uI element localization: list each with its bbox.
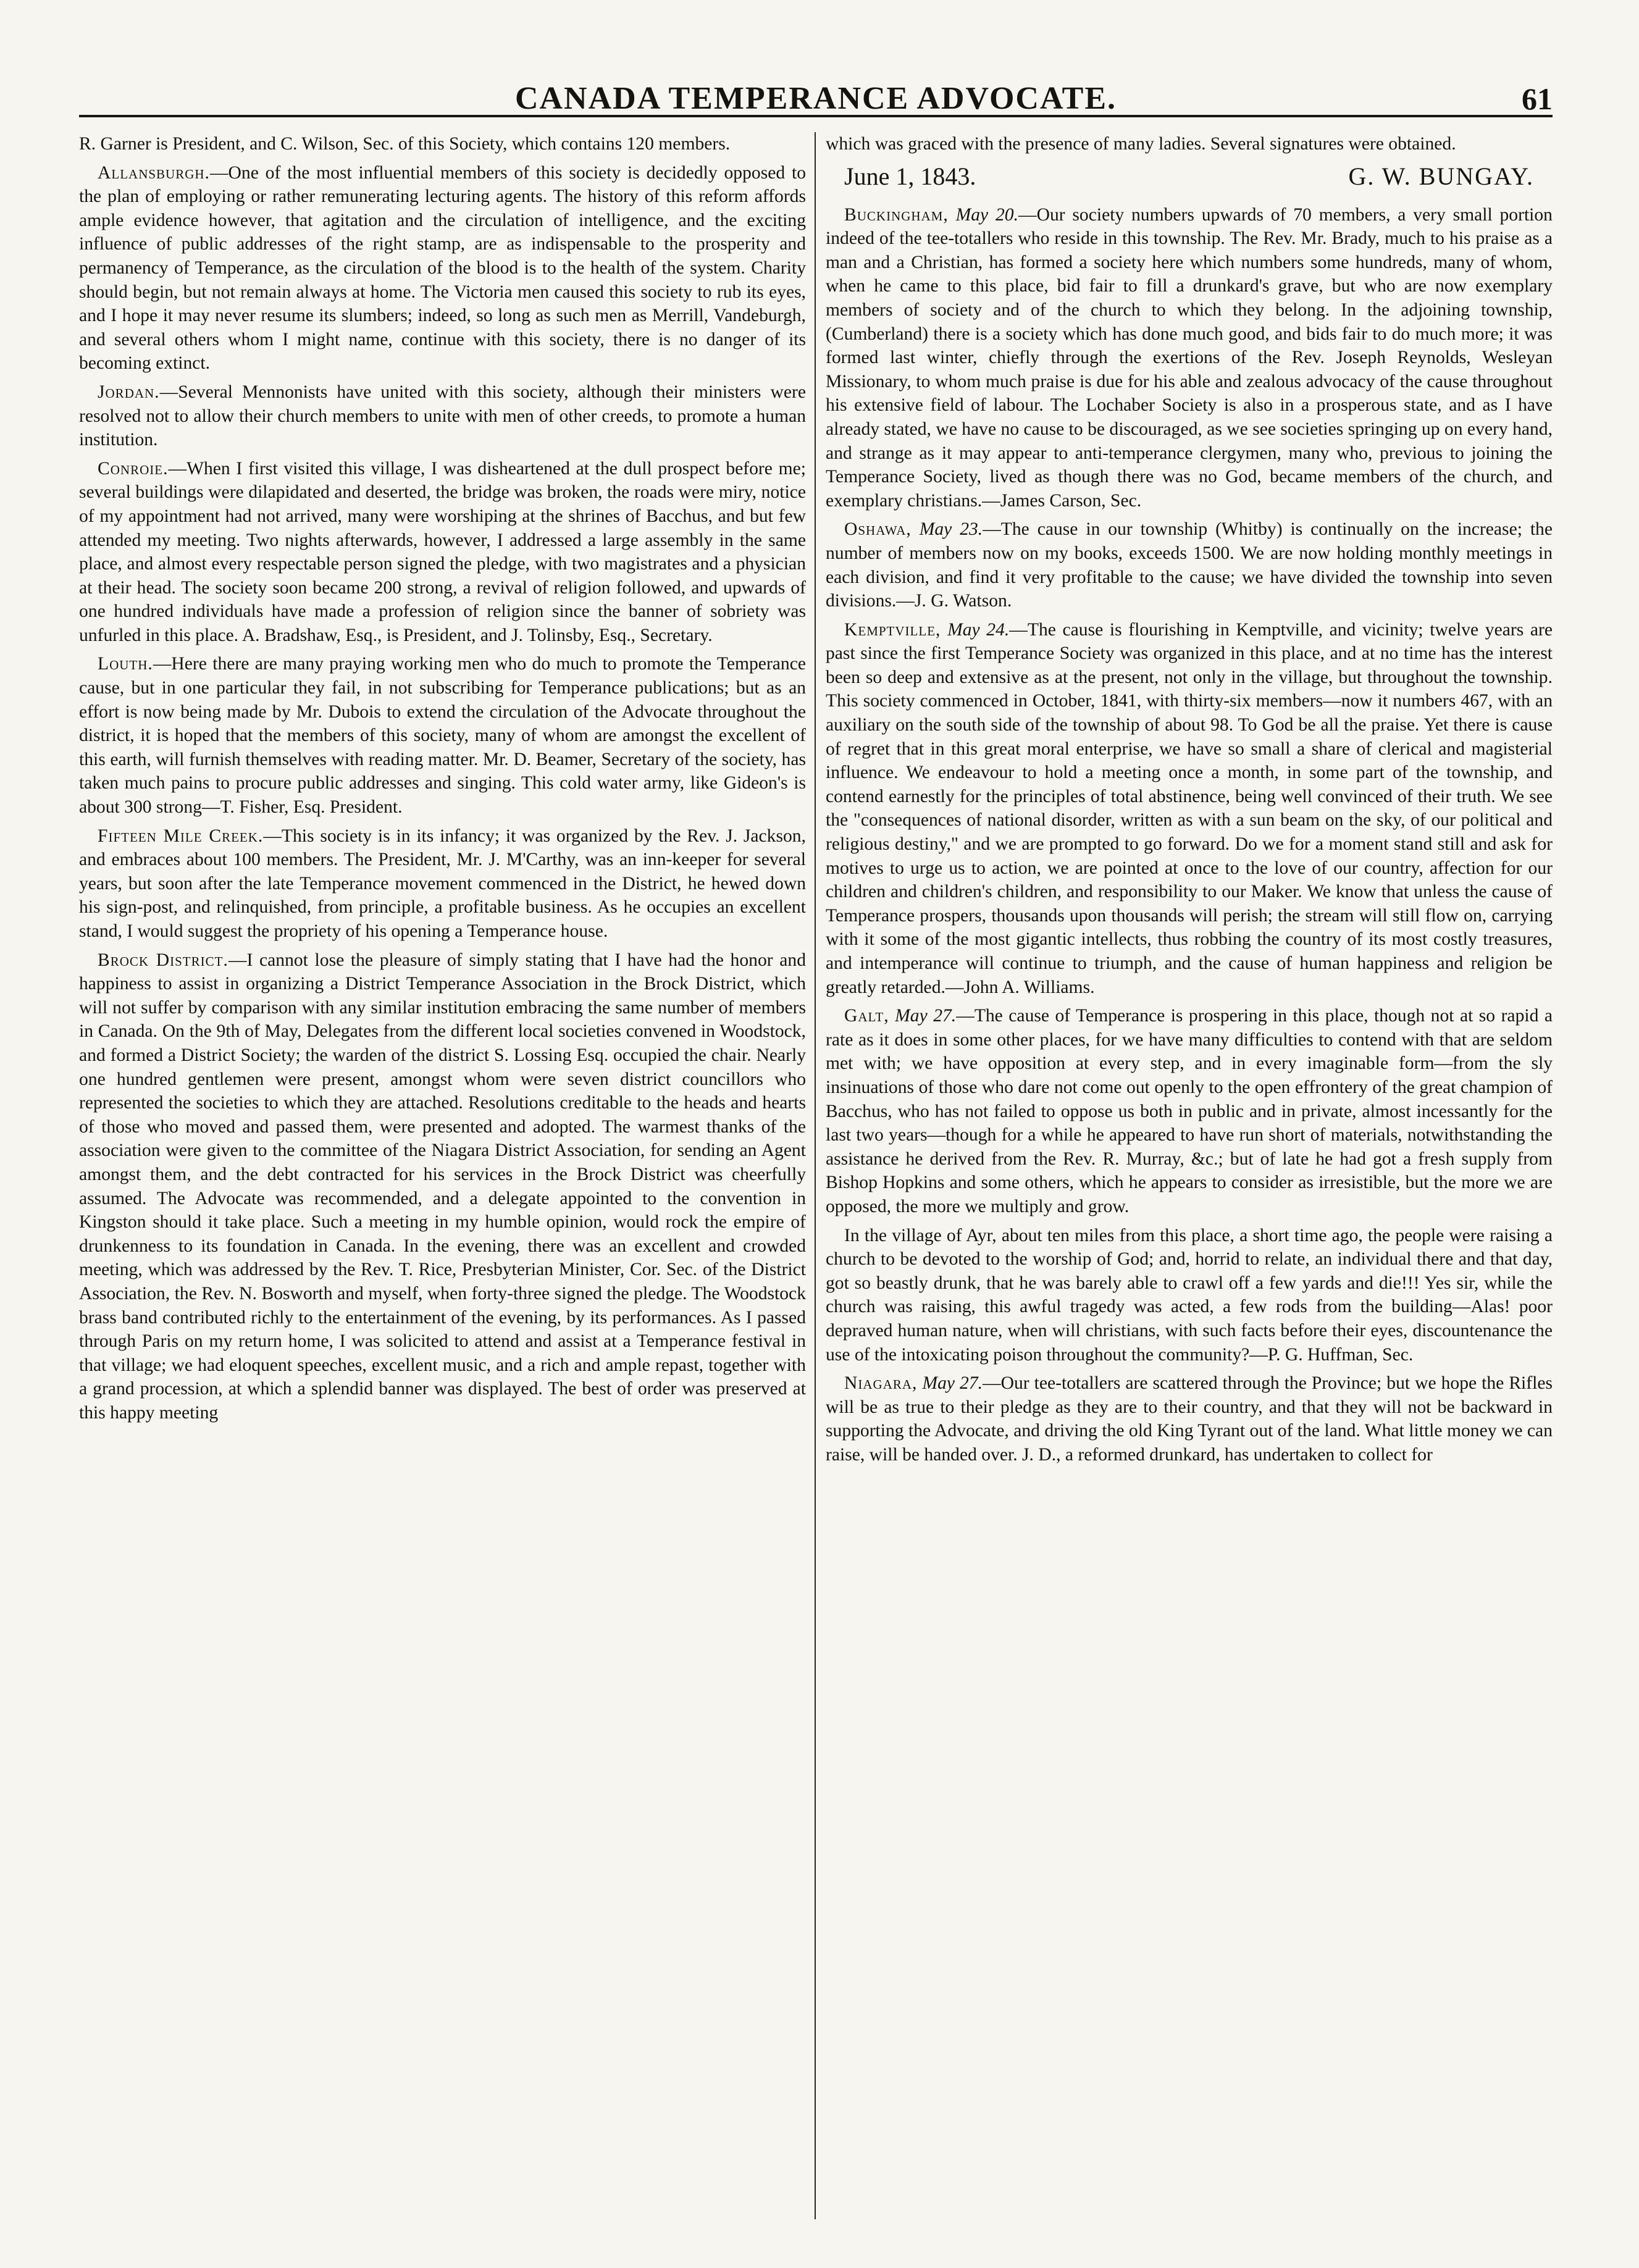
masthead [79, 80, 1553, 117]
article-paragraph: Conroie.—When I first visited this village, I was disheartened at the dull prospect before me; several buildings were dilapidated and deserted, the bridge was broken, the roads were miry, notice of my appointment had not arrived, many were worshiping at the shrines of Bacchus, and but few attended my meeting. Two nights afterwards, however, I addressed a large assembly in the same place, and almost every respectable person signed the pledge, with two magistrates and a physician at their head. The society soon became 200 strong, a revival of religion followed, and upwards of one hundred individuals have made a profession of religion since the banner of sobriety was unfurled in this place. A. Bradshaw, Esq., is President, and J. Tolinsby, Esq., Secretary. [79, 458, 806, 645]
place-heading: Conroie. [98, 458, 169, 479]
left-column [79, 132, 806, 2219]
report-date: May 24. [947, 619, 1010, 640]
article-paragraph: Niagara, May 27.—Our tee-totallers are scattered through the Province; but we hope the Rifles will be as true to their pledge as they are to their country, and that they will not be backward in supporting the Advocate, and driving the old King Tyrant out of the land. What little money we can raise, will be handed over. J. D., a reformed drunkard, has undertaken to collect for [826, 1373, 1553, 1465]
place-heading: Allansburgh. [98, 162, 210, 183]
letter-signature [826, 161, 1553, 192]
article-paragraph: Fifteen Mile Creek.—This society is in its infancy; it was organized by the Rev. J. Jackson, and embraces about 100 members. The President, Mr. J. M'Carthy, was an inn-keeper for several years, but soon after the late Temperance movement commenced in the District, he hewed down his sign-post, and relinquished, from principle, a profitable business. As he occupies an excellent stand, I would suggest the propriety of his opening a Temperance house. [79, 826, 806, 941]
place-heading: Jordan. [98, 382, 160, 402]
article-paragraph: Jordan.—Several Mennonists have united with this society, although their ministers were resolved not to allow their church members to unite with men of other creeds, to promote a human institution. [79, 382, 806, 450]
right-column [826, 132, 1553, 2219]
article-paragraph: Galt, May 27.—The cause of Temperance is prospering in this place, though not at so rapid a rate as it does in some other places, for we have many difficulties to contend with that are seldom met with; we have opposition at every step, and in every imaginable form—from the sly insinuations of those who dare not come out openly to the open effrontery of the great champion of Bacchus, who has not failed to oppose us both in public and in private, almost incessantly for the last two years—though for a while he appeared to have run short of materials, notwithstanding the assistance he derived from the Rev. R. Murray, &c.; but of late he had got a fresh supply from Bishop Hopkins and some others, which he appears to consider as irresistible, but the more we are opposed, the more we multiply and grow. [826, 1006, 1553, 1216]
continued-paragraph: which was graced with the presence of many ladies. Several signatures were obtained. [826, 134, 1456, 154]
place-heading: Buckingham, [844, 204, 949, 225]
article-paragraph: Oshawa, May 23.—The cause in our township (Whitby) is continually on the increase; the number of members now on my books, exceeds 1500. We are now holding monthly meetings in each division, and find it very profitable to the cause; we have divided the township into seven divisions.—J. G. Watson. [826, 519, 1553, 611]
article-columns [79, 132, 1553, 2219]
signature-date: June 1, 1843. [844, 162, 976, 190]
article-paragraph: Brock District.—I cannot lose the pleasure of simply stating that I have had the honor and happiness to assist in organizing a District Temperance Association in the Brock District, which will not suffer by comparison with any similar institution embracing the same number of members in Canada. On the 9th of May, Delegates from the different local societies convened in Woodstock, and formed a District Society; the warden of the district S. Lossing Esq. occupied the chair. Nearly one hundred gentlemen were present, amongst whom were seven district councillors who represented the societies to which they are attached. Resolutions creditable to the heads and hearts of those who moved and passed them, were presented and adopted. The warmest thanks of the association were given to the committee of the Niagara District Association, for sending an Agent amongst them, and the debt contracted for his services in the Brock District was cheerfully assumed. The Advocate was recommended, and a delegate appointed to the convention in Kingston should it take place. Such a meeting in my humble opinion, would rock the empire of drunkenness to its foundation in Canada. In the evening, there was an excellent and crowded meeting, which was addressed by the Rev. T. Rice, Presbyterian Minister, Cor. Sec. of the District Association, the Rev. N. Bosworth and myself, when forty-three signed the pledge. The Woodstock brass band contributed richly to the entertainment of the evening, by its performances. As I passed through Paris on my return home, I was solicited to attend and assist at a Temperance festival in that village; we had eloquent speeches, excellent music, and a rich and ample repast, together with a grand procession, at which a splendid banner was displayed. The best of order was preserved at this happy meeting [79, 950, 806, 1423]
page-number: 61 [1522, 82, 1553, 116]
article-paragraph: Allansburgh.—One of the most influential members of this society is decidedly opposed to the plan of employing or rather remunerating lecturing agents. The history of this reform affords ample evidence however, that agitation and the circulation of intelligence, and the exciting influence of public addresses of the right stamp, are as indispensable to the prosperity and permanency of Temperance, as the circulation of the blood is to the health of the system. Charity should begin, but not remain always at home. The Victoria men caused this society to rub its eyes, and I hope it may never resume its slumbers; indeed, so long as such men as Merrill, Vandeburgh, and several others whom I might name, continue with this society, there is no danger of its becoming extinct. [79, 162, 806, 374]
place-heading: Fifteen Mile Creek. [98, 826, 264, 846]
publication-title: CANADA TEMPERANCE ADVOCATE. [514, 81, 1117, 116]
place-heading: Niagara, [844, 1373, 918, 1394]
report-date: May 27. [895, 1006, 957, 1026]
place-heading: Louth. [98, 654, 153, 674]
place-heading: Oshawa, [844, 519, 912, 540]
report-date: May 27. [922, 1373, 983, 1394]
article-paragraph: In the village of Ayr, about ten miles from this place, a short time ago, the people were raising a church to be devoted to the worship of God; and, horrid to relate, an individual there and that day, got so beastly drunk, that he was barely able to crawl off a few yards and die!!! Yes sir, while the church was raising, this awful tragedy was acted, a few rods from the building—Alas! poor depraved human nature, when will christians, with such facts before their eyes, discountenance the use of the intoxicating poison throughout the community?—P. G. Huffman, Sec. [826, 1225, 1553, 1365]
place-heading: Kemptville, [844, 619, 941, 640]
signature-name: G. W. BUNGAY. [1348, 162, 1534, 190]
place-heading: Galt, [844, 1006, 889, 1026]
article-paragraph: R. Garner is President, and C. Wilson, Sec. of this Society, which contains 120 members. [79, 134, 731, 154]
place-heading: Brock District. [98, 950, 228, 970]
article-paragraph: Kemptville, May 24.—The cause is flourishing in Kemptville, and vicinity; twelve years are past since the first Temperance Society was organized in this place, and at no time has the interest been so deep and extensive as at the present, not only in the village, but throughout the township. This society commenced in October, 1841, with thirty-six members—now it numbers 467, with an auxiliary on the south side of the township of about 98. To God be all the praise. Yet there is cause of regret that in this great moral enterprise, we have so small a share of clerical and magisterial influence. We endeavour to hold a meeting once a month, in some part of the township, and contend earnestly for the principles of total abstinence, being well convinced of their truth. We see the "consequences of national disorder, written as with a sun beam on the sky, of our political and religious destiny," and we are prompted to go forward. Do we for a moment stand still and ask for motives to urge us to action, we are pointed at once to the love of our country, affection for our children and children's children, and responsibility to our Maker. We know that unless the cause of Temperance prospers, thousands upon thousands will perish; the stream will still flow on, carrying with it some of the most gigantic intellects, thus robbing the country of its most costly treasures, and intemperance will continue to triumph, and the cause of human happiness and religion be greatly retarded.—John A. Williams. [826, 619, 1553, 997]
report-date: May 23. [919, 519, 983, 540]
article-paragraph: Buckingham, May 20.—Our society numbers upwards of 70 members, a very small portion indeed of the tee-totallers who reside in this township. The Rev. Mr. Brady, much to his praise as a man and a Christian, has formed a society here which numbers some hundreds, many of whom, when he came to this place, bid fair to fill a drunkard's grave, but who are now exemplary members of society and of the church to which they belong. In the adjoining township, (Cumberland) there is a society which has done much good, and bids fair to do much more; it was formed last winter, chiefly through the exertions of the Rev. Joseph Reynolds, Wesleyan Missionary, to whom much praise is due for his able and zealous advocacy of the cause throughout his extensive field of labour. The Lochaber Society is also in a prosperous state, and as I have already stated, we have no cause to be discouraged, as we see societies springing up on every hand, and strange as it may appear to anti-temperance clergymen, many who, previous to joining the Temperance Society, lived as though there was no God, became members of the church, and exemplary christians.—James Carson, Sec. [826, 204, 1553, 511]
article-paragraph: Louth.—Here there are many praying working men who do much to promote the Temperance cause, but in one particular they fail, in not subscribing for Temperance publications; but as an effort is now being made by Mr. Dubois to extend the circulation of the Advocate throughout the district, it is hoped that the members of this society, many of whom are amongst the excellent of this earth, will furnish themselves with reading matter. Mr. D. Beamer, Secretary of the society, has taken much pains to procure public addresses and singing. This cold water army, like Gideon's is about 300 strong—T. Fisher, Esq. President. [79, 654, 806, 818]
report-date: May 20. [955, 204, 1018, 225]
column-divider [815, 132, 816, 2219]
